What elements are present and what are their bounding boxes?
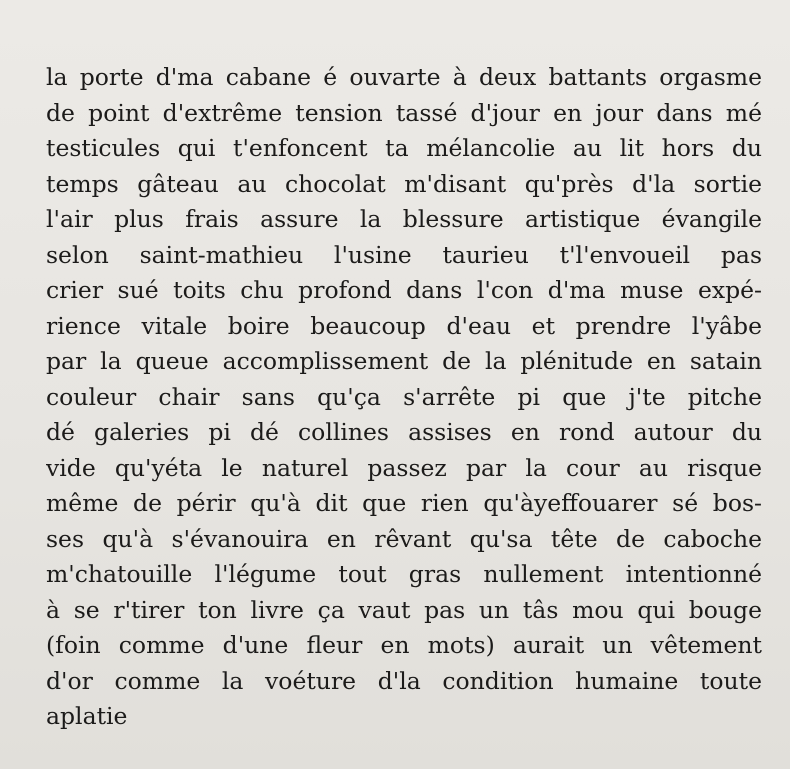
text-line: même de périr qu'à dit que rien qu'àyeffouarer sé bos- (46, 489, 762, 517)
text-line: aplatie (46, 702, 128, 730)
text-line: la porte d'ma cabane é ouvarte à deux battants orgasme (46, 63, 762, 91)
text-line: testicules qui t'enfoncent ta mélancolie au lit hors du (46, 134, 762, 162)
text-line: crier sué toits chu profond dans l'con d'ma muse expé- (46, 276, 762, 304)
text-line: l'air plus frais assure la blessure artistique évangile (46, 205, 762, 233)
text-line: à se r'tirer ton livre ça vaut pas un tâs mou qui bouge (46, 595, 762, 624)
text-line: par la queue accomplissement de la plénitude en satain (46, 347, 762, 375)
text-line: vide qu'yéta le naturel passez par la cour au risque (46, 453, 762, 482)
poem-text (46, 60, 762, 735)
text-line: d'or comme la voéture d'la condition humaine toute (46, 666, 762, 695)
text-line: (foin comme d'une fleur en mots) aurait un vêtement (46, 631, 762, 659)
text-line: de point d'extrême tension tassé d'jour en jour dans mé (46, 98, 762, 127)
text-line: ses qu'à s'évanouira en rêvant qu'sa tête de caboche (46, 524, 762, 553)
text-line: m'chatouille l'légume tout gras nullement intentionné (46, 560, 762, 588)
text-line: selon saint-mathieu l'usine taurieu t'l'envoueil pas (46, 240, 762, 269)
text-line: rience vitale boire beaucoup d'eau et prendre l'yâbe (46, 311, 762, 340)
text-line: dé galeries pi dé collines assises en rond autour du (46, 418, 762, 446)
text-line: temps gâteau au chocolat m'disant qu'près d'la sortie (46, 169, 762, 198)
text-line: couleur chair sans qu'ça s'arrête pi que j'te pitche (46, 382, 762, 411)
